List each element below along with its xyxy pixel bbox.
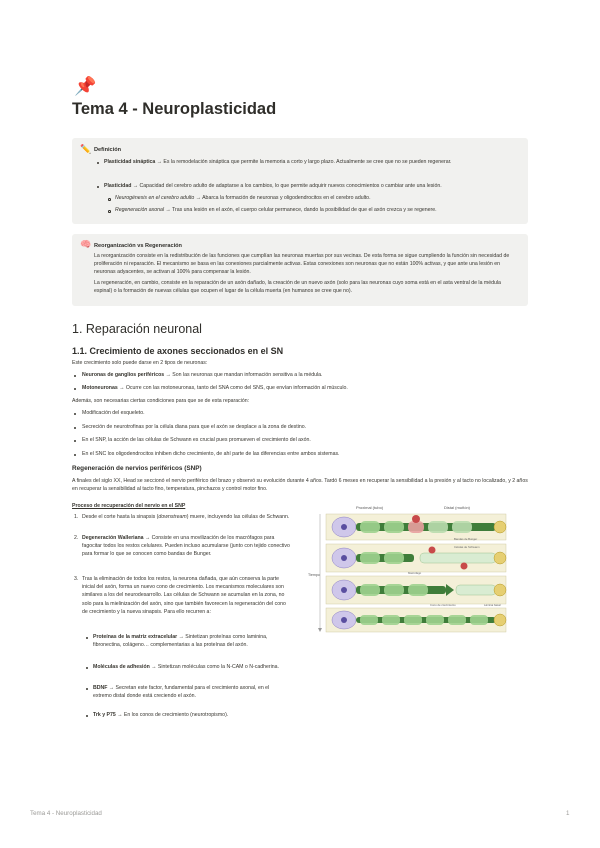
process-heading: Proceso de recuperación del nervio en el SNP bbox=[72, 503, 186, 509]
condition-item: En el SNC los oligodendrocitos inhiben dicho crecimiento, de ahí parte de las diferencias entre ambos sistemas. bbox=[82, 451, 340, 457]
definition-subitem: Regeneración axonal → Tras una lesión en el axón, el cuerpo celular permanece, dando la posibilidad de que el axón crezca y se regenere. bbox=[115, 207, 437, 213]
bullet-icon bbox=[86, 667, 88, 669]
process-substep: BDNF → Secretan este factor, fundamental para el crecimiento axonal, en el extremo distal donde está creciendo el axón. bbox=[93, 685, 270, 700]
figure-row-4 bbox=[326, 608, 506, 632]
conditions-intro: Además, son necesarias ciertas condiciones para que se de esta reparación: bbox=[72, 398, 250, 404]
neuron-type-item: Motoneuronas → Ocurre con las motoneuronas, tanto del SNA como del SNS, que envían información al músculo. bbox=[82, 385, 348, 391]
bullet-icon bbox=[97, 186, 99, 188]
bullet-icon bbox=[74, 375, 76, 377]
step-number: 1. bbox=[74, 514, 79, 520]
bullet-icon bbox=[74, 413, 76, 415]
bullet-icon bbox=[86, 715, 88, 717]
figure-annotation: Macrófago bbox=[408, 571, 422, 575]
bullet-icon bbox=[74, 454, 76, 456]
reorganization-paragraph: La reorganización consiste en la redistribución de las funciones que cumplían las neuronas muertas por sus vecinas. De esta forma se sigue cumpliendo la función sin necesidad de proliferación ni reparación. El mecanismo se basa en las conexiones parcialmente activas. Estas conexiones son neuronas que no están 100% activas, y que ante una lesión en neuronas adyacentes, se activan al 100% para compensar la lesión. bbox=[94, 253, 510, 276]
intro-text: Este crecimiento solo puede darse en 2 tipos de neuronas: bbox=[72, 360, 208, 366]
bullet-icon bbox=[86, 688, 88, 690]
condition-item: Secreción de neurotrofinas por la célula diana para que el axón se desplace a la zona de destino. bbox=[82, 424, 307, 430]
figure-annotation: Células de Schwann bbox=[454, 545, 480, 549]
footer-title: Tema 4 - Neuroplasticidad bbox=[30, 810, 102, 817]
bullet-icon bbox=[74, 388, 76, 390]
figure-row-3 bbox=[326, 576, 506, 604]
figure-row-1 bbox=[326, 514, 506, 540]
figure-label-distal: Distal (muñón) bbox=[444, 505, 471, 510]
section-heading: 1. Reparación neuronal bbox=[72, 322, 202, 336]
snp-heading: Regeneración de nervios periféricos (SNP) bbox=[72, 465, 202, 472]
condition-item: En el SNP, la acción de las células de Schwann es crucial pues promueven el crecimiento del axón. bbox=[82, 437, 311, 443]
pencil-icon: ✏️ bbox=[80, 144, 92, 154]
subsection-heading: 1.1. Crecimiento de axones seccionados en el SN bbox=[72, 346, 284, 356]
figure-annotation: Cono de crecimiento bbox=[430, 603, 456, 607]
process-substep: Moléculas de adhesión → Sintetizan moléculas como la N-CAM o N-cadherina. bbox=[93, 664, 279, 670]
definition-item: Plasticidad sináptica → Es la remodelación sináptica que permite la memoria a corto y largo plazo. Actualmente se cree que no se pueden regenerar. bbox=[104, 159, 452, 165]
reorganization-callout bbox=[72, 234, 528, 306]
figure-annotation: Bandas de Bunger bbox=[454, 537, 478, 541]
figure-label-proximal: Proximal (tubo) bbox=[356, 505, 384, 510]
sub-bullet-icon bbox=[108, 198, 111, 201]
figure-label-time: Tiempo bbox=[308, 573, 320, 577]
nerve-regeneration-figure bbox=[304, 502, 528, 636]
sub-bullet-icon bbox=[108, 210, 111, 213]
process-step: Tras la eliminación de todos los restos, la neurona dañada, que aún conserva la parte inicial del axón, forma un nuevo cono de crecimiento. Los mecanismos moleculares son similares a los del neurodesarrollo. Las células de Schwann se acumulan en la zona, no solo para la mielinización del axón, sino que también favorecen la regeneración del cono de crecimiento y la nueva sinapsis. Para ello recurren a: bbox=[82, 576, 286, 615]
process-substep: Proteínas de la matriz extracelular → Sintetizan proteínas como laminina, fibronectina, colágeno… complementarias a las proteínas del axón. bbox=[93, 634, 268, 649]
definition-subitem: Neurogénesis en el cerebro adulto → Abarca la formación de neuronas y oligodendrocitos en el cerebro adulto. bbox=[115, 195, 371, 201]
bullet-icon bbox=[74, 440, 76, 442]
definition-heading: Definición bbox=[94, 147, 122, 153]
bullet-icon bbox=[86, 637, 88, 639]
bullet-icon bbox=[74, 427, 76, 429]
bullet-icon bbox=[97, 162, 99, 164]
snp-paragraph: A finales del siglo XX, Head se seccionó el nervio periférico del brazo y observó su evolución durante 4 años. Tardó 6 meses en recuperar la sensibilidad a la presión y al tacto no localizado, y 2 años en recuperar la sensibilidad al tacto fino, temperatura, pinchazos y control motor fino. bbox=[72, 478, 528, 493]
neuron-type-item: Neuronas de ganglios periféricos → Son las neuronas que mandan información sensitiva a la médula. bbox=[82, 372, 323, 378]
process-step: Degeneración Walleriana → Consiste en una movilización de los macrófagos para fagocitar todos los restos celulares. Pueden incluso acumularse (junto con tejido conectivo para formar lo que se conocen como bandas de Bunger. bbox=[82, 535, 290, 558]
figure-annotation: Lámina basal bbox=[484, 603, 501, 607]
pushpin-icon: 📌 bbox=[74, 76, 97, 96]
step-number: 2. bbox=[74, 535, 79, 541]
regeneration-paragraph: La regeneración, en cambio, consiste en la reparación de un axón dañado, la creación de un nuevo axón (solo para las neuronas cuyo soma está en el asta ventral de la médula espinal) o la formación de nuevas células que ocupen el lugar de la célula muerta (en humanos se cree que no). bbox=[94, 280, 501, 295]
page-title: Tema 4 - Neuroplasticidad bbox=[72, 100, 277, 118]
definition-callout bbox=[72, 138, 528, 224]
brain-icon: 🧠 bbox=[80, 239, 92, 249]
reorganization-heading: Reorganización vs Regeneración bbox=[94, 243, 182, 249]
definition-item: Plasticidad → Capacidad del cerebro adulto de adaptarse a los cambios, lo que permite adquirir nuevos conocimientos o cambiar ante una lesión. bbox=[104, 183, 442, 189]
condition-item: Modificación del esqueleto. bbox=[82, 410, 145, 416]
page-number: 1 bbox=[566, 810, 570, 817]
process-substep: Trk y P75 → En los conos de crecimiento (neurotropismo). bbox=[93, 712, 229, 718]
step-number: 3. bbox=[74, 576, 79, 582]
process-step: Desde el corte hasta la sinapsis (downstream) muere, incluyendo las células de Schwann. bbox=[82, 514, 290, 520]
